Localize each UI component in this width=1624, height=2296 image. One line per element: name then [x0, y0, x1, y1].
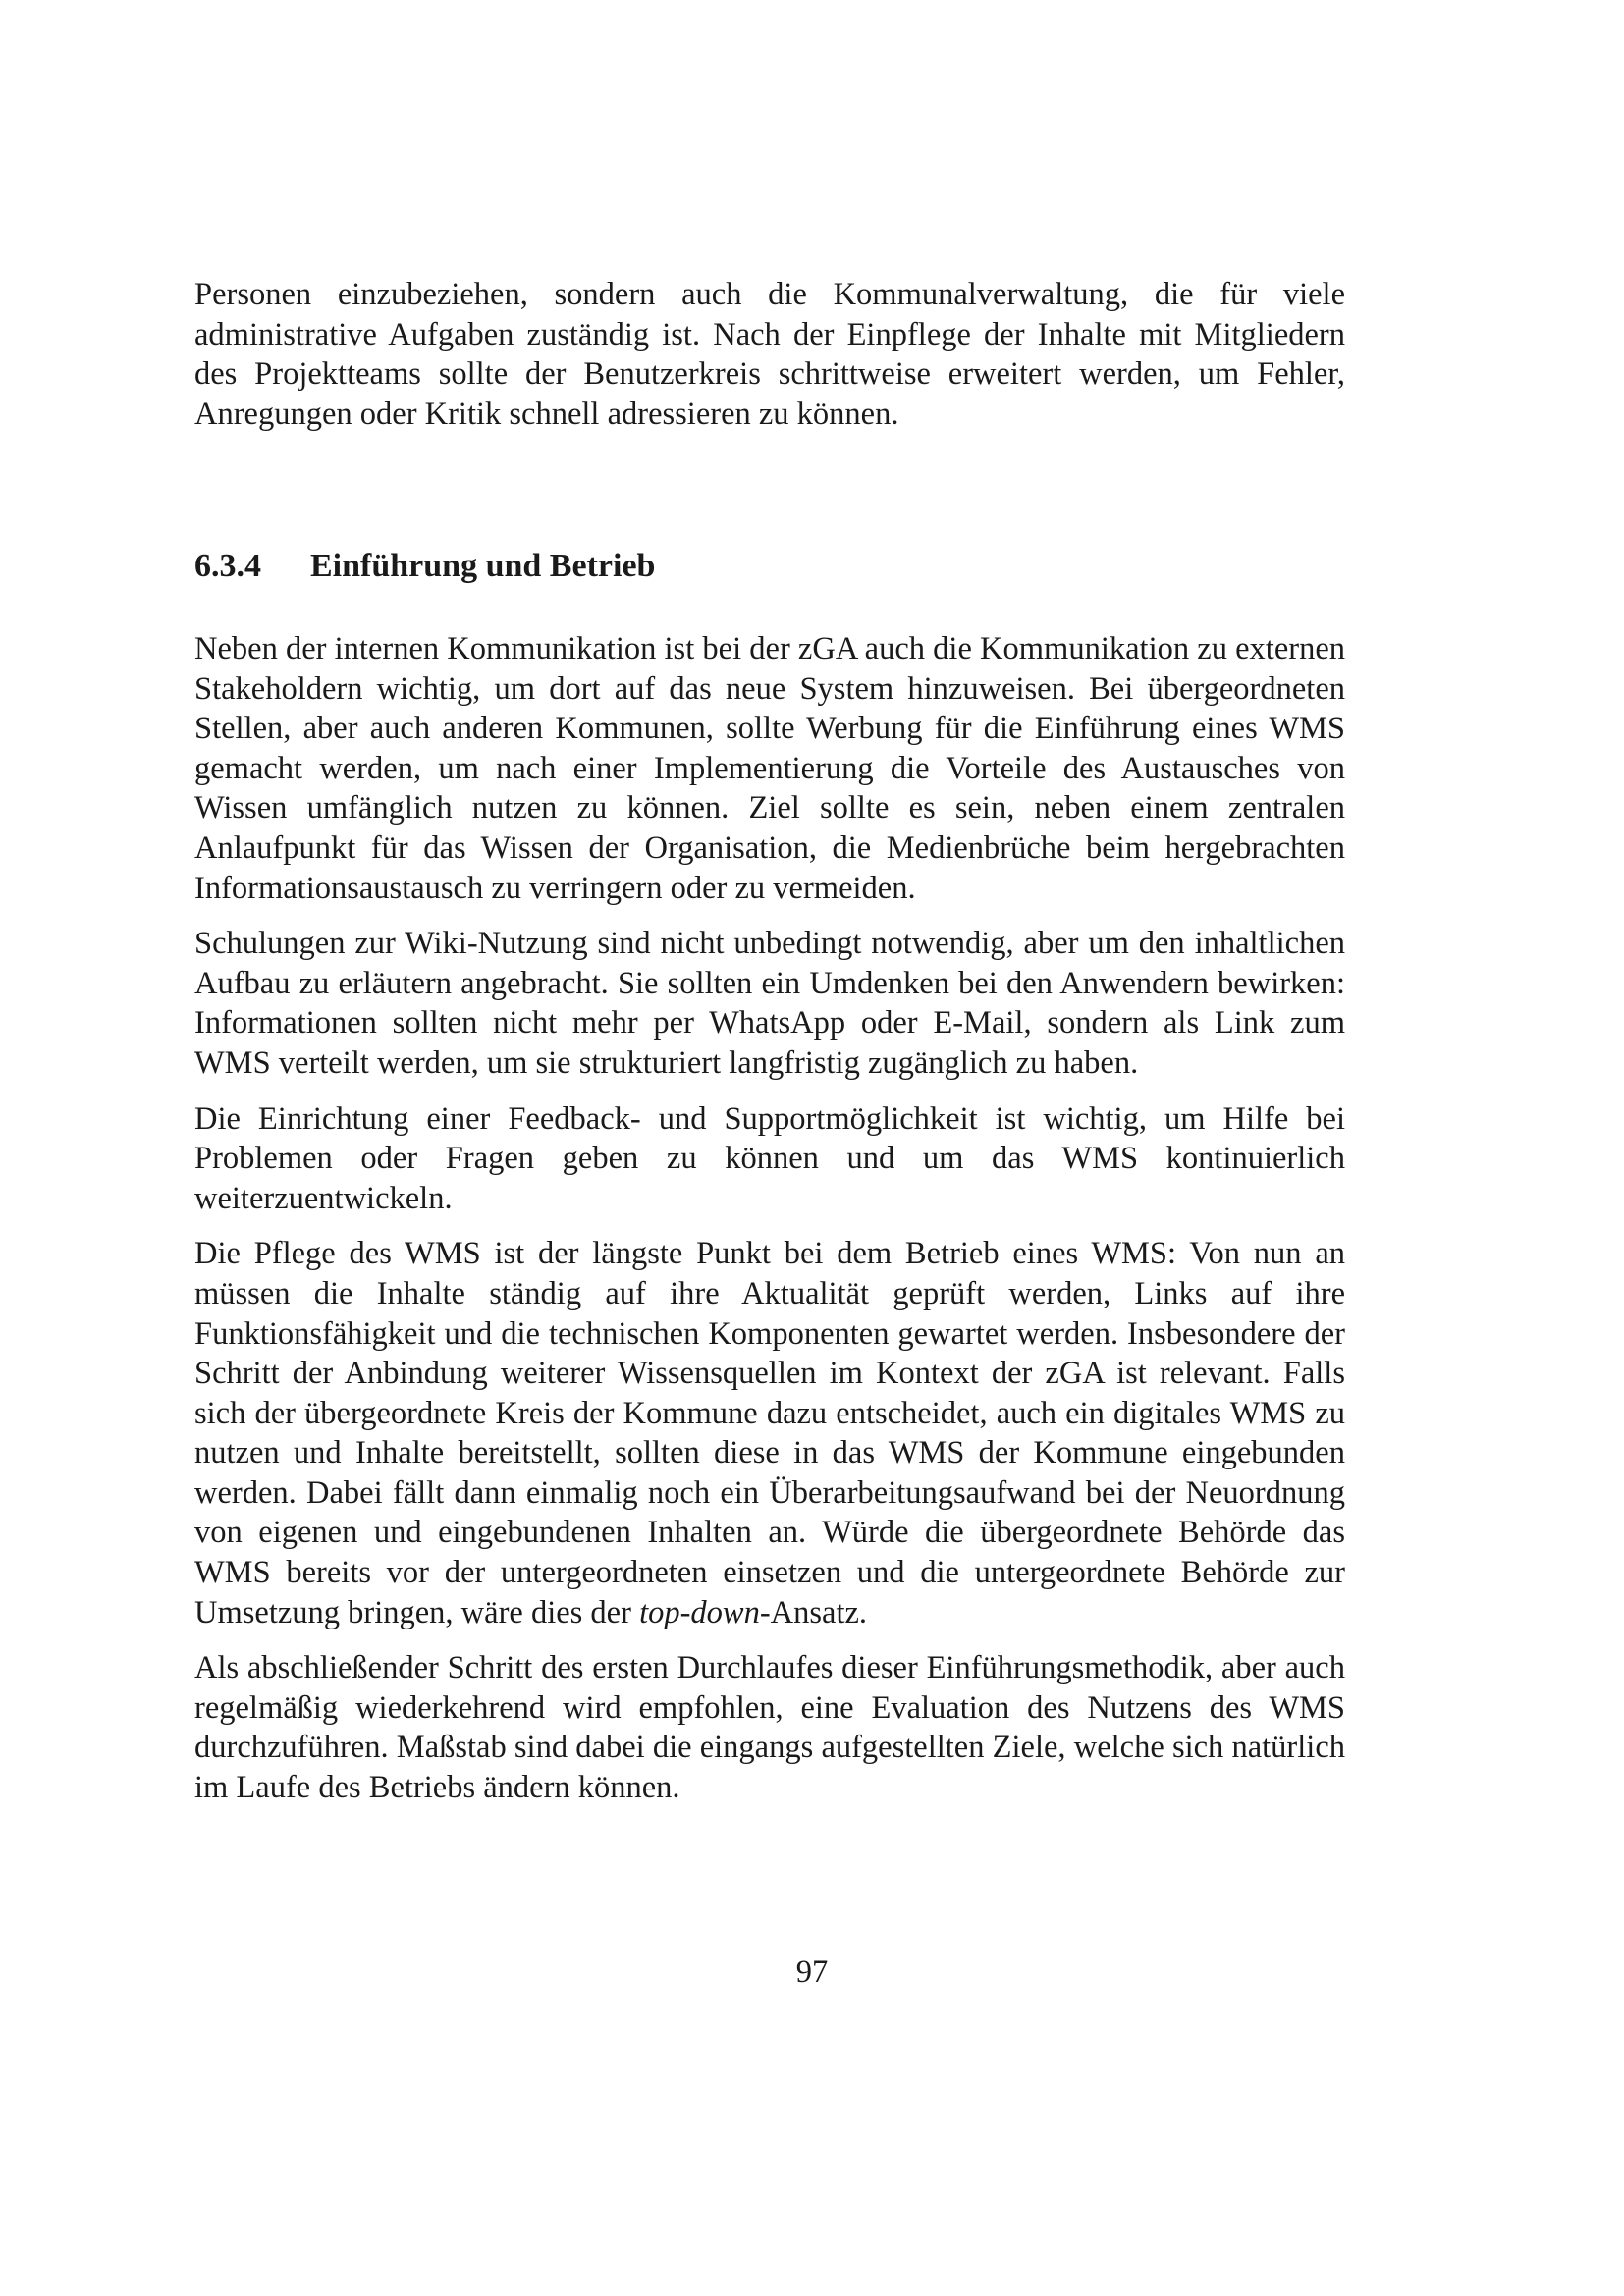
paragraph-feedback-support: Die Einrichtung einer Feedback- und Supportmöglichkeit ist wichtig, um Hilfe bei Problemen oder Fragen geben zu können und um das WMS kontinuierlich weiterzuentwickeln. [194, 1100, 1345, 1216]
maintenance-text-end: -Ansatz. [759, 1594, 868, 1630]
section-heading [194, 546, 655, 587]
emphasis-top-down: top-down [639, 1594, 760, 1630]
intro-paragraph: Personen einzubeziehen, sondern auch die Kommunalverwaltung, die für viele administrative Aufgaben zuständig ist. Nach der Einpflege der Inhalte mit Mitgliedern des Projektteams sollte der Benutzerkreis schrittweise erweitert werden, um Fehler, Anregungen oder Kritik schnell adressieren zu können. [194, 277, 1345, 432]
paragraph-maintenance [194, 1234, 1345, 1632]
section-body [194, 629, 1345, 1808]
maintenance-text: Die Pflege des WMS ist der längste Punkt bei dem Betrieb eines WMS: Von nun an müssen die Inhalte ständig auf ihre Aktualität geprüft werden, Links auf ihre Funktionsfähigkeit und die technischen Komponenten gewartet werden. Insbesondere der Schritt der Anbindung weiterer Wissensquellen im Kontext der zGA ist relevant. Falls sich der übergeordnete Kreis der Kommune dazu entscheidet, auch ein digitales WMS zu nutzen und Inhalte bereitstellt, sollten diese in das WMS der Kommune eingebunden werden. Dabei fällt dann einmalig noch ein Überarbeitungsaufwand bei der Neuordnung von eigenen und eingebundenen Inhalten an. Würde die übergeordnete Behörde das WMS bereits vor der untergeordneten einsetzen und die untergeordnete Behörde zur Umsetzung bringen, wäre dies der [194, 1236, 1345, 1630]
section-title: Einführung und Betrieb [310, 548, 656, 584]
paragraph-evaluation: Als abschließender Schritt des ersten Durchlaufes dieser Einführungsmethodik, aber auch regelmäßig wiederkehrend wird empfohlen, eine Evaluation des Nutzens des WMS durchzuführen. Maßstab sind dabei die eingangs aufgestellten Ziele, welche sich natürlich im Laufe des Betriebs ändern können. [194, 1650, 1345, 1806]
section-number: 6.3.4 [194, 548, 261, 584]
page-number: 97 [795, 1954, 829, 1990]
paragraph-external-communication: Neben der internen Kommunikation ist bei der zGA auch die Kommunikation zu externen Stakeholdern wichtig, um dort auf das neue System hinzuweisen. Bei übergeordneten Stellen, aber auch anderen Kommunen, sollte Werbung für die Einführung eines WMS gemacht werden, um nach einer Implementierung die Vorteile des Austausches von Wissen umfänglich nutzen zu können. Ziel sollte es sein, neben einem zentralen Anlaufpunkt für das Wissen der Organisation, die Medienbrüche beim hergebrachten Informationsaustausch zu verringern oder zu vermeiden. [194, 631, 1345, 906]
paragraph-training: Schulungen zur Wiki-Nutzung sind nicht unbedingt notwendig, aber um den inhaltlichen Aufbau zu erläutern angebracht. Sie sollten ein Umdenken bei den Anwendern bewirken: Informationen sollten nicht mehr per WhatsApp oder E-Mail, sondern als Link zum WMS verteilt werden, um sie strukturiert langfristig zugänglich zu haben. [194, 926, 1345, 1081]
intro-text-block [194, 275, 1345, 434]
